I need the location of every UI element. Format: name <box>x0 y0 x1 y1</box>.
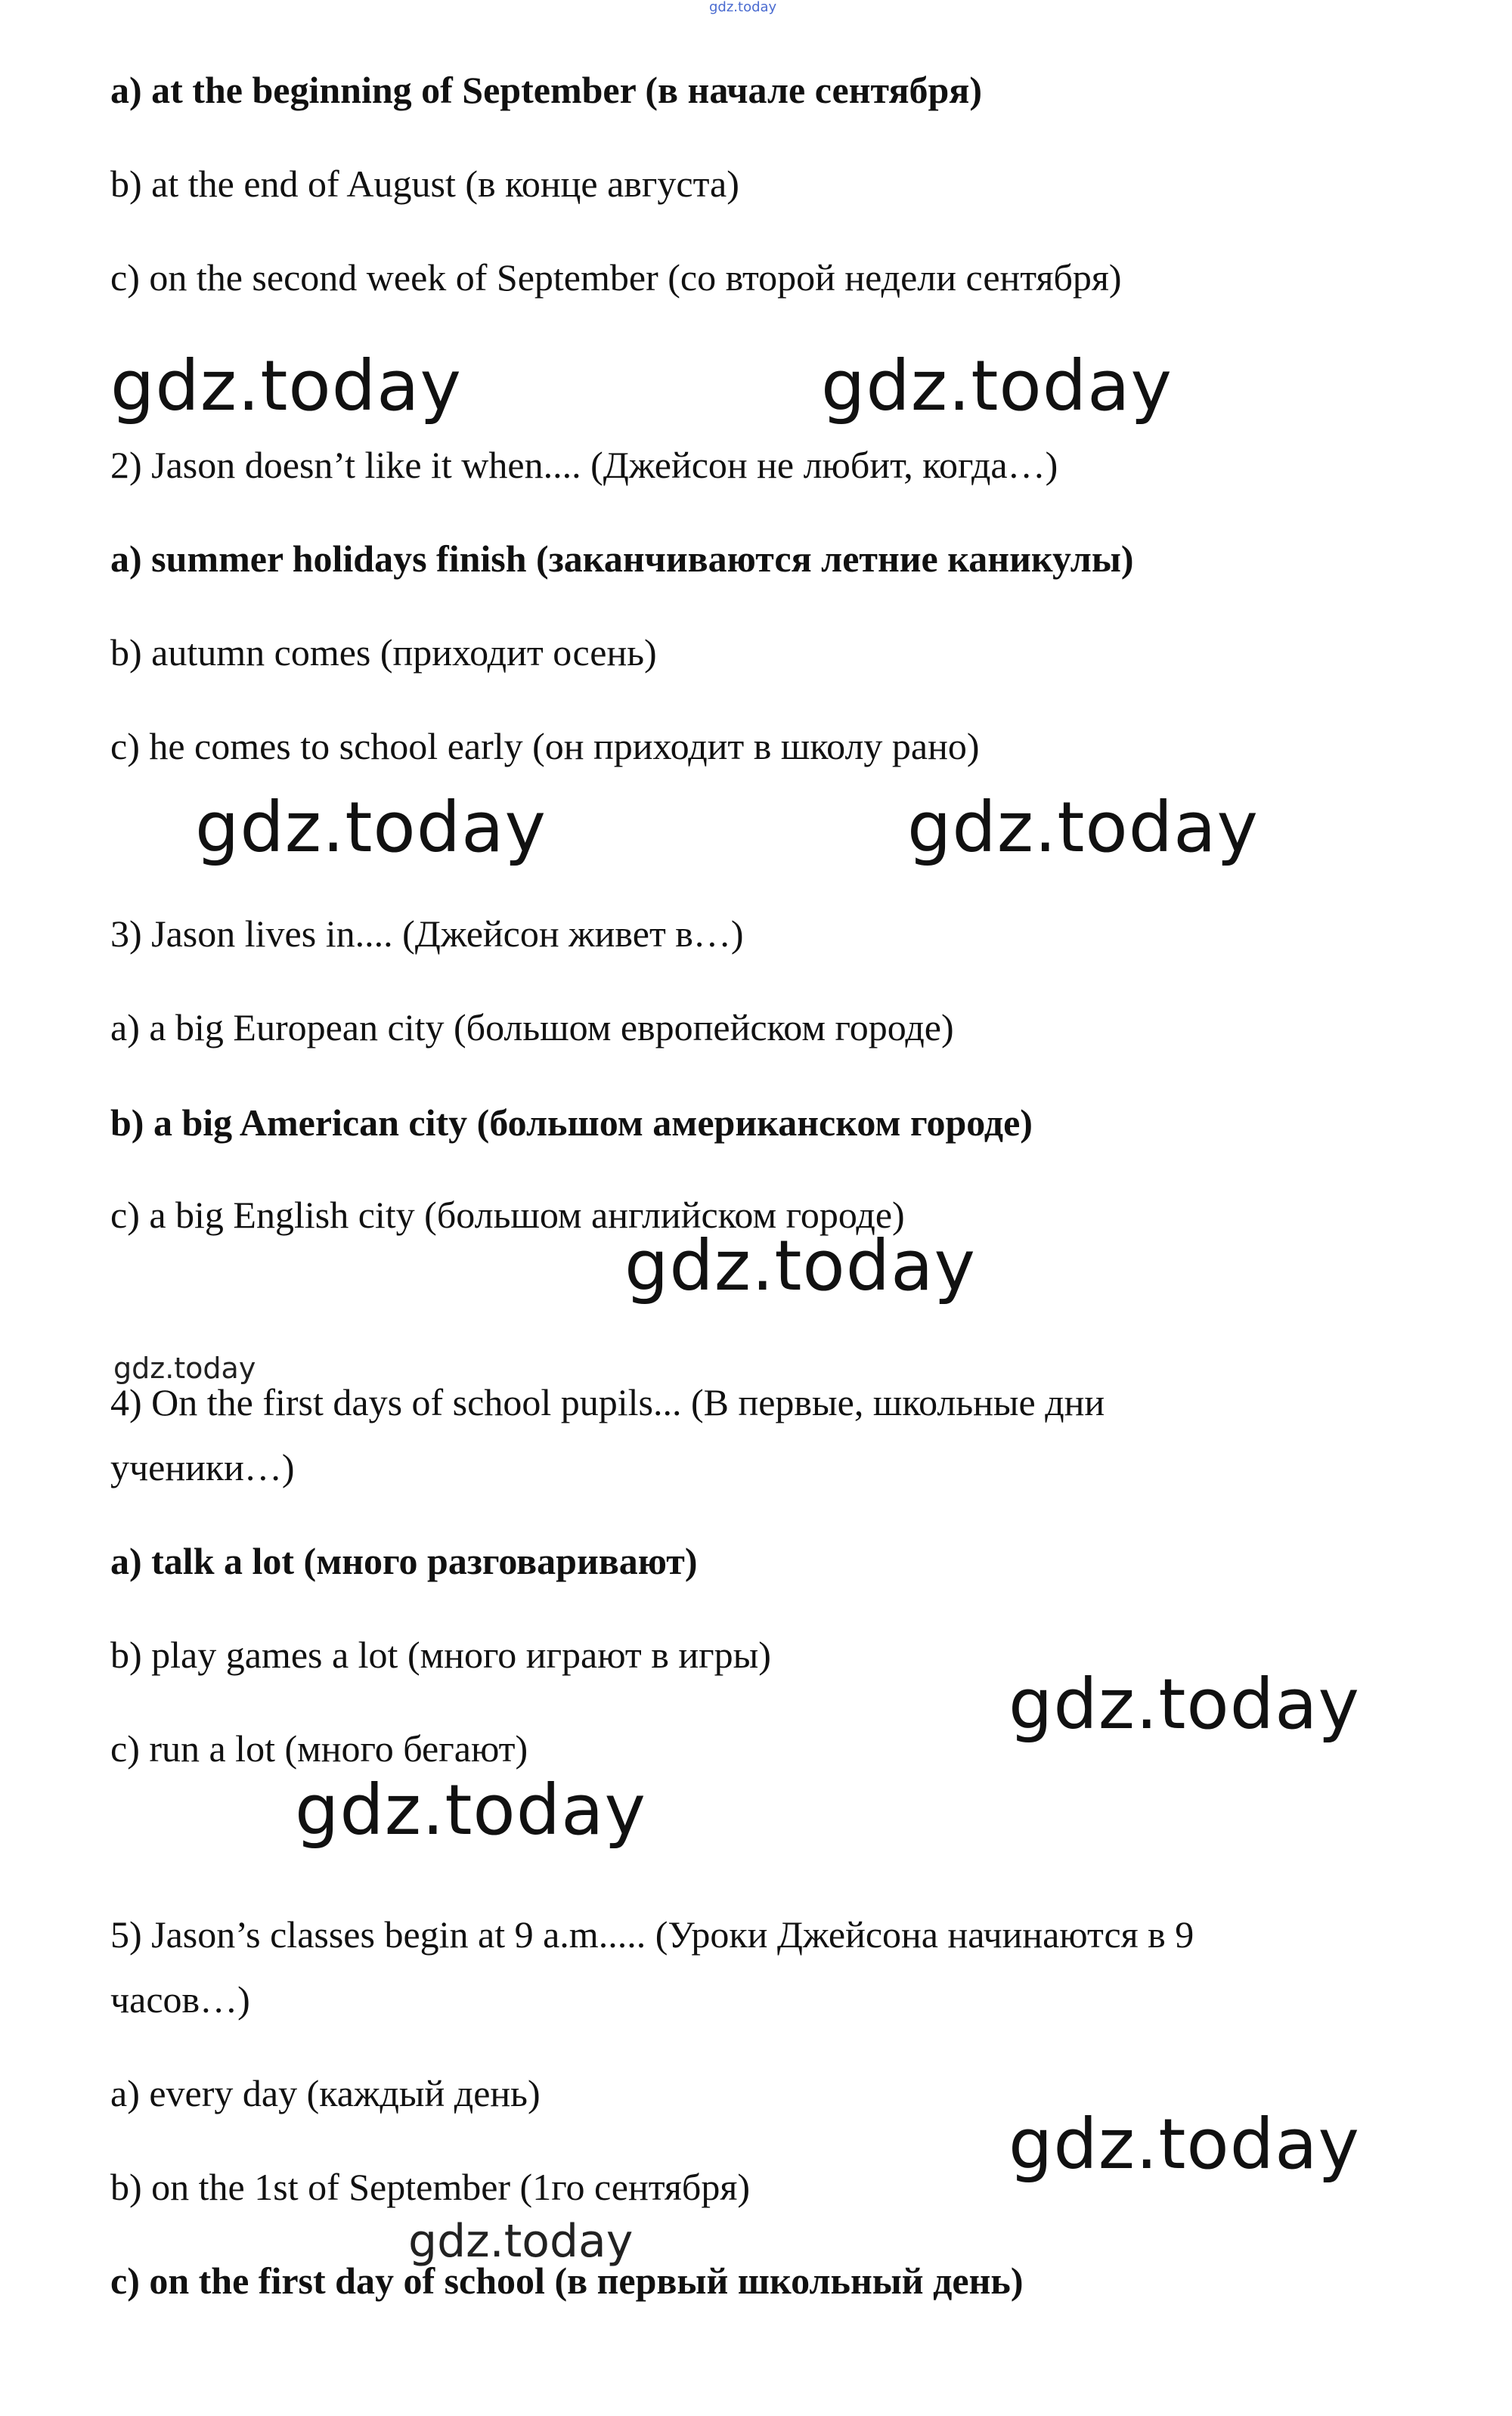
q2-option-c: c) he comes to school early (он приходит в школу рано) <box>110 725 980 767</box>
q5-option-c: c) on the first day of school (в первый школьный день) <box>110 2260 1024 2302</box>
watermark: gdz.today <box>195 787 547 868</box>
watermark: gdz.today <box>295 1770 646 1851</box>
q5-prompt-line2: часов…) <box>110 1978 250 2021</box>
q4-option-c: c) run a lot (много бегают) <box>110 1727 528 1770</box>
watermark: gdz.today <box>821 345 1173 426</box>
q4-prompt-line2: ученики…) <box>110 1446 295 1488</box>
q1-option-c: c) on the second week of September (со второй недели сентября) <box>110 256 1122 299</box>
watermark-medium: gdz.today <box>408 2215 634 2268</box>
q1-option-b: b) at the end of August (в конце августа) <box>110 163 739 205</box>
q5-option-a: a) every day (каждый день) <box>110 2072 541 2114</box>
q3-option-b: b) a big American city (большом американском городе) <box>110 1101 1033 1144</box>
watermark-header: gdz.today <box>709 0 777 15</box>
q5-option-b: b) on the 1st of September (1го сентября) <box>110 2166 750 2208</box>
watermark-small: gdz.today <box>113 1352 256 1385</box>
q1-option-a: a) at the beginning of September (в начале сентября) <box>110 69 983 111</box>
watermark: gdz.today <box>907 787 1259 868</box>
watermark: gdz.today <box>624 1225 976 1306</box>
watermark: gdz.today <box>1009 2104 1360 2185</box>
q2-option-b: b) autumn comes (приходит осень) <box>110 631 657 674</box>
watermark: gdz.today <box>110 345 462 426</box>
q2-prompt: 2) Jason doesn’t like it when.... (Джейсон не любит, когда…) <box>110 444 1058 486</box>
watermark: gdz.today <box>1009 1664 1360 1745</box>
q2-option-a: a) summer holidays finish (заканчиваются летние каникулы) <box>110 537 1134 580</box>
q5-prompt-line1: 5) Jason’s classes begin at 9 a.m..... (Уроки Джейсона начинаются в 9 <box>110 1913 1194 1956</box>
q3-prompt: 3) Jason lives in.... (Джейсон живет в…) <box>110 912 744 955</box>
q3-option-a: a) a big European city (большом европейском городе) <box>110 1006 954 1048</box>
q4-option-a: a) talk a lot (много разговаривают) <box>110 1540 698 1582</box>
q3-option-c: c) a big English city (большом английском городе) <box>110 1194 905 1236</box>
q4-option-b: b) play games a lot (много играют в игры) <box>110 1634 771 1676</box>
q4-prompt-line1: 4) On the first days of school pupils... (В первые, школьные дни <box>110 1381 1105 1423</box>
